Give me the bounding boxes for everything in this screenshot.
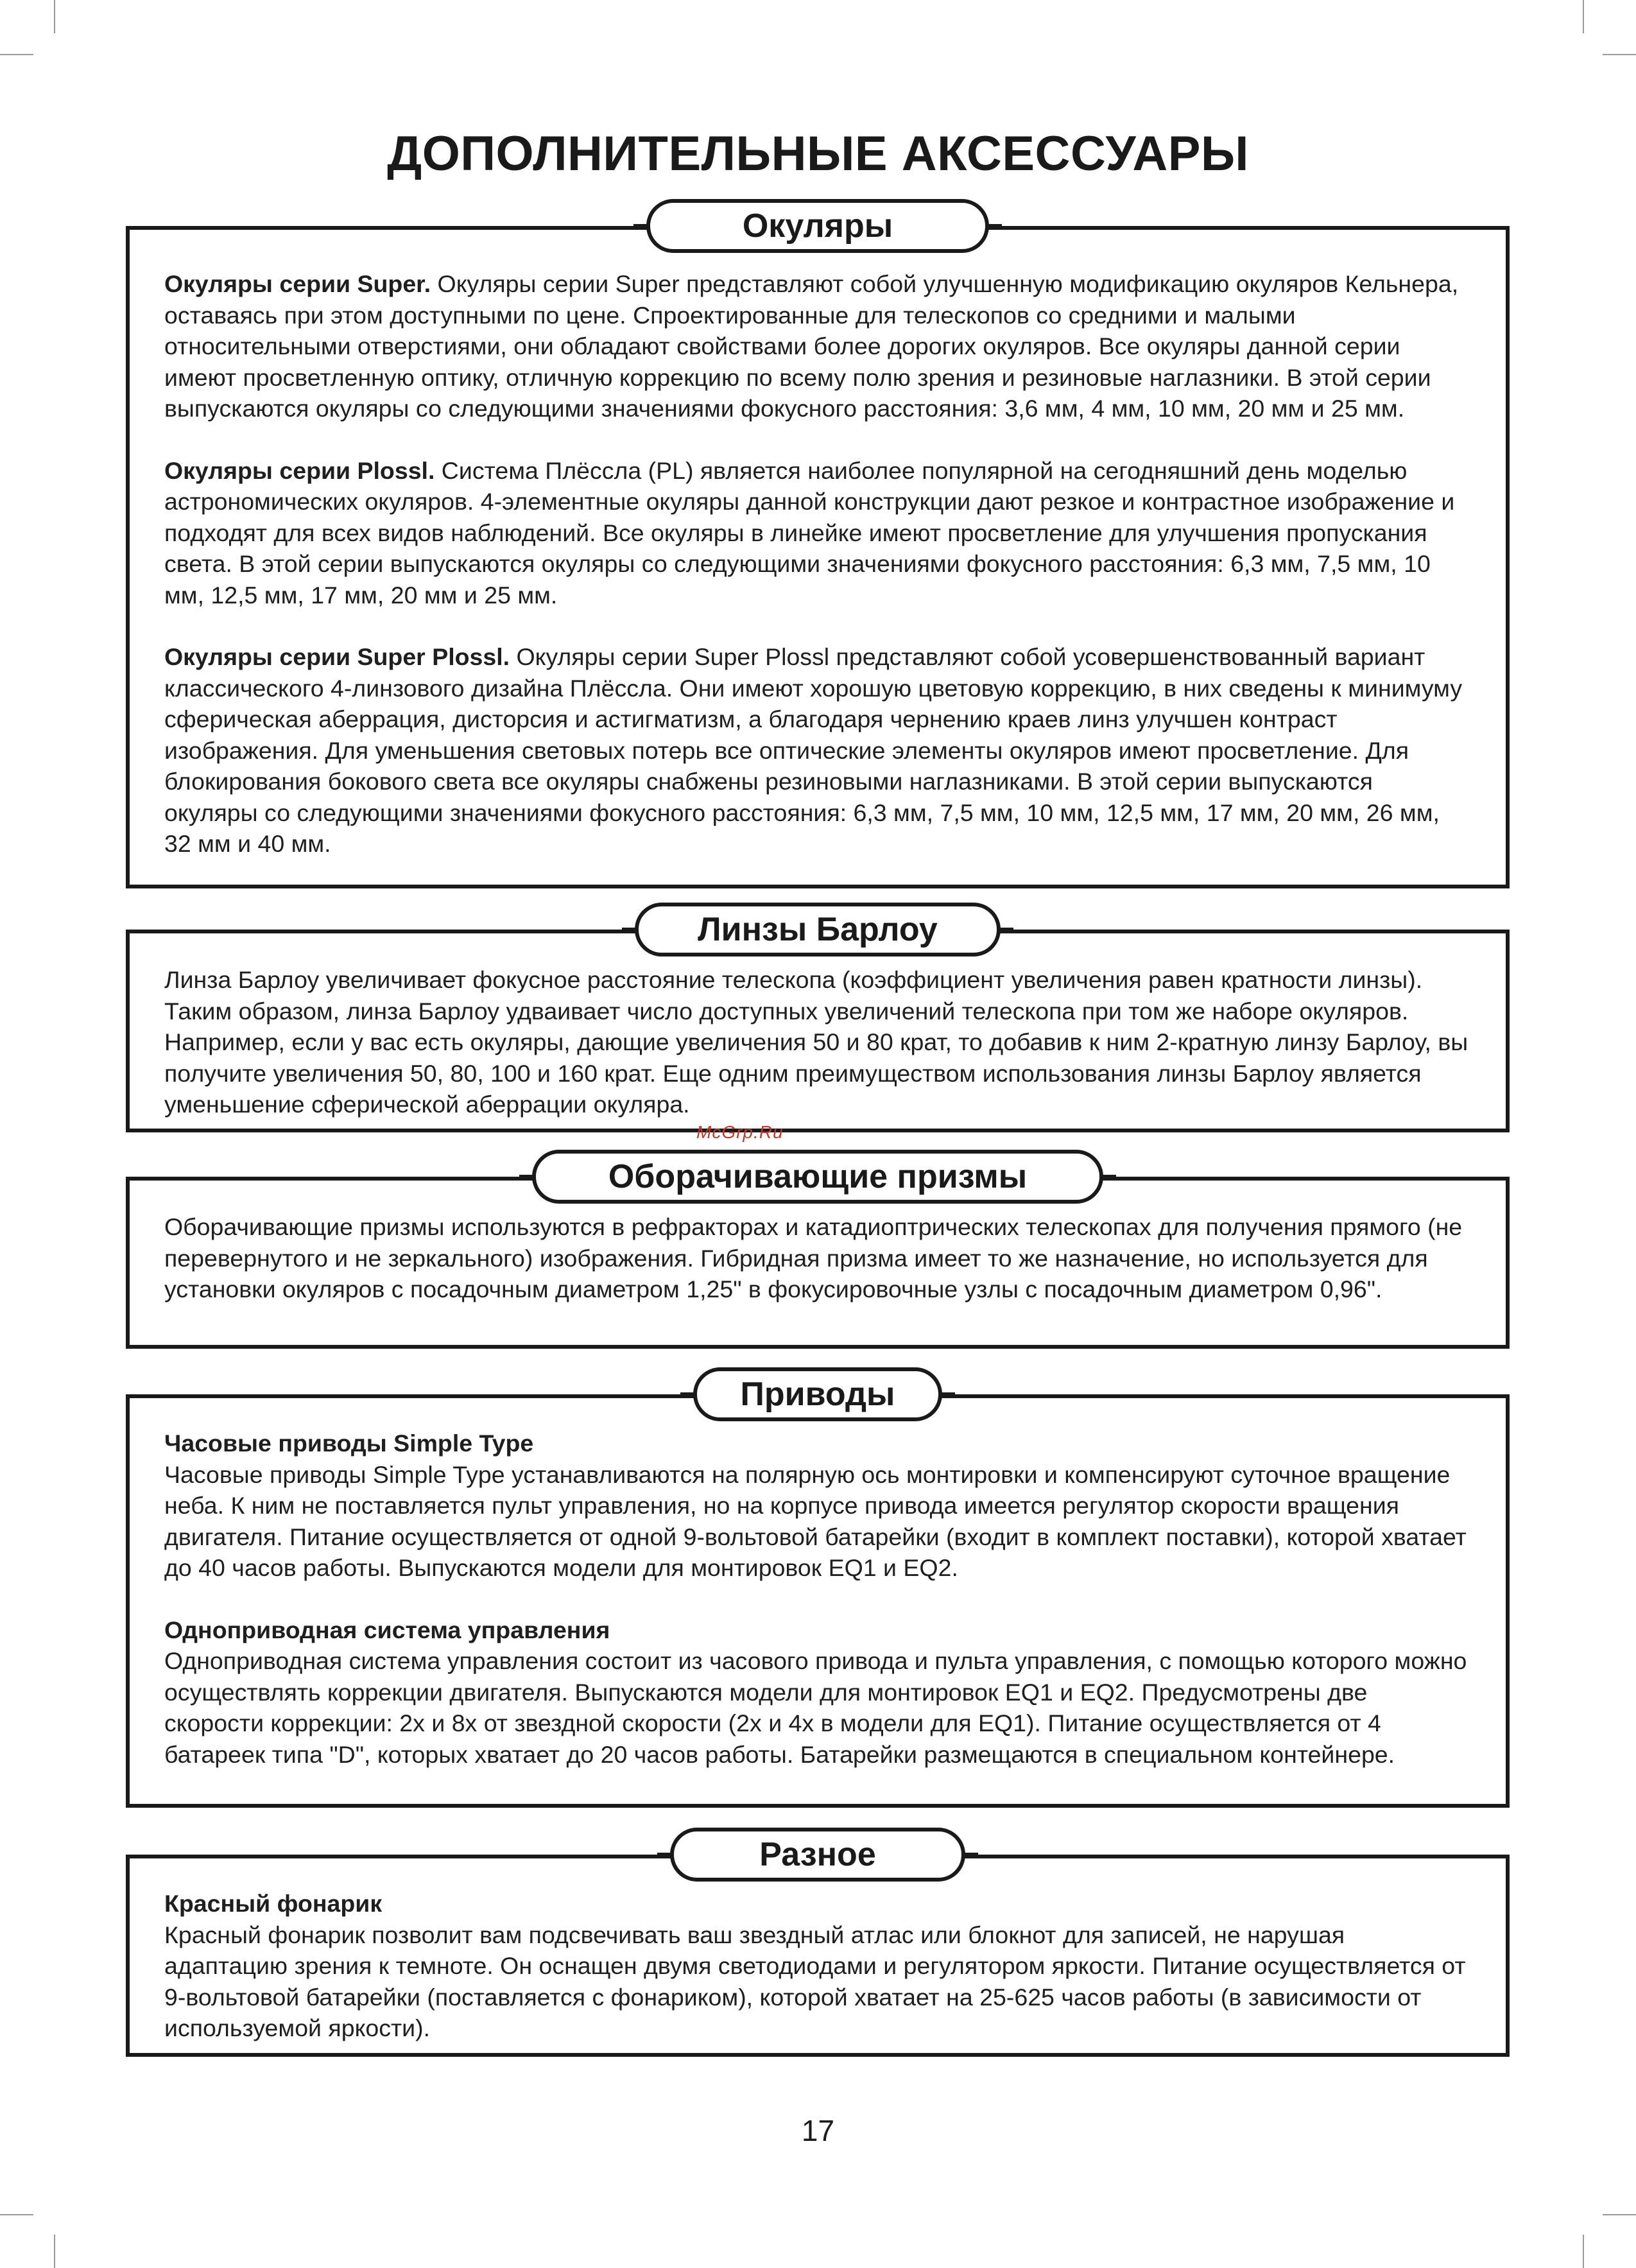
subhead-simple-drive: Часовые приводы Simple Type xyxy=(164,1430,534,1457)
lead-plossl: Окуляры серии Plossl. xyxy=(164,456,435,484)
section-body-drives xyxy=(164,1428,1471,1770)
crop-mark xyxy=(1583,0,1584,33)
crop-mark xyxy=(1603,54,1636,55)
crop-mark xyxy=(1603,2214,1636,2215)
section-body-misc xyxy=(164,1888,1471,2044)
paragraph-plossl xyxy=(164,455,1471,611)
section-prisms xyxy=(126,1158,1510,1349)
crop-mark xyxy=(1583,2235,1584,2268)
page-title: ДОПОЛНИТЕЛЬНЫЕ АКСЕССУАРЫ xyxy=(387,126,1249,181)
section-misc xyxy=(126,1836,1510,2057)
text-simple-drive: Часовые приводы Simple Type устанавливаются на полярную ось монтировки и компенсируют суточное вращение неба. К ним не поставляется пульт управления, но на корпусе привода имеется регулятор скорости вращения двигателя. Питание осуществляется от одной 9-вольтовой батарейки (входит в комплект поставки), которой хватает до 40 часов работы. Выпускаются модели для монтировок EQ1 и EQ2. xyxy=(164,1460,1467,1581)
text-super: Окуляры серии Super представляют собой улучшенную модификацию окуляров Кельнера, оставаясь при этом доступными по цене. Спроектированные для телескопов со средними и малыми относительными отверстиями, они обладают свойствами более дорогих окуляров. Все окуляры данной серии имеют просветленную оптику, отличную коррекцию по всему полю зрения и резиновые наглазники. В этой серии выпускаются окуляры со следующими значениями фокусного расстояния: 3,6 мм, 4 мм, 10 мм, 20 мм и 25 мм. xyxy=(164,270,1459,422)
text-single-drive: Одноприводная система управления состоит из часового привода и пульта управления, с помощью которого можно осуществлять коррекции двигателя. Выпускаются модели для монтировок EQ1 и EQ2. Предусмотрены две скорости коррекции: 2х и 8х от звездной скорости (2х и 4х в модели для EQ1). Питание осуществляется от 4 батареек типа "D", которых хватает до 20 часов работы. Батарейки размещаются в специальном контейнере. xyxy=(164,1647,1467,1768)
section-header-prisms: Оборачивающие призмы xyxy=(532,1150,1103,1204)
section-eyepieces xyxy=(126,207,1510,888)
paragraph-simple-drive xyxy=(164,1428,1471,1584)
lead-super: Окуляры серии Super. xyxy=(164,270,431,297)
subhead-flashlight: Красный фонарик xyxy=(164,1890,383,1917)
section-header-eyepieces: Окуляры xyxy=(646,199,989,253)
crop-mark xyxy=(54,2235,55,2268)
text-flashlight: Красный фонарик позволит вам подсвечивать ваш звездный атлас или блокнот для записей, не нарушая адаптацию зрения к темноте. Он оснащен двумя светодиодами и регулятором яркости. Питание осуществляется от 9-вольтовой батарейки (поставляется с фонариком), которой хватает на 25-625 часов работы (в зависимости от используемой яркости). xyxy=(164,1921,1466,2041)
text-super-plossl: Окуляры серии Super Plossl представляют собой усовершенствованный вариант классического 4-линзового дизайна Плёссла. Они имеют хорошую цветовую коррекцию, в них сведены к минимуму сферическая аберрация, дисторсия и астигматизм, а благодаря чернению краев линз улучшен контраст изображения. Для уменьшения световых потерь все оптические элементы окуляров имеют просветление. Для блокирования бокового света все окуляры снабжены резиновыми наглазниками. В этой серии выпускаются окуляры со следующими значениями фокусного расстояния: 6,3 мм, 7,5 мм, 10 мм, 12,5 мм, 17 мм, 20 мм, 26 мм, 32 мм и 40 мм. xyxy=(164,643,1463,857)
paragraph-flashlight xyxy=(164,1888,1471,2044)
section-body-barlow xyxy=(164,964,1471,1120)
lead-super-plossl: Окуляры серии Super Plossl. xyxy=(164,643,510,670)
paragraph-super xyxy=(164,268,1471,424)
section-barlow xyxy=(126,911,1510,1132)
text-plossl: Система Плёссла (PL) является наиболее популярной на сегодняшний день моделью астрономических окуляров. 4-элементные окуляры данной конструкции дают резкое и контрастное изображение и подходят для всех видов наблюдений. Все окуляры в линейке имеют просветление для улучшения пропускания света. В этой серии выпускаются окуляры со следующими значениями фокусного расстояния: 6,3 мм, 7,5 мм, 10 мм, 12,5 мм, 17 мм, 20 мм и 25 мм. xyxy=(164,456,1455,609)
paragraph-barlow: Линза Барлоу увеличивает фокусное расстояние телескопа (коэффициент увеличения равен кратности линзы). Таким образом, линза Барлоу удваивает число доступных увеличений телескопа при том же наборе окуляров. Например, если у вас есть окуляры, дающие увеличения 50 и 80 крат, то добавив к ним 2-кратную линзу Барлоу, вы получите увеличения 50, 80, 100 и 160 крат. Еще одним преимуществом использования линзы Барлоу является уменьшение сферической аберрации окуляра. xyxy=(164,966,1468,1118)
section-header-barlow: Линзы Барлоу xyxy=(635,903,1001,957)
section-body-prisms xyxy=(164,1211,1471,1305)
paragraph-single-drive xyxy=(164,1614,1471,1770)
crop-mark xyxy=(54,0,55,33)
crop-mark xyxy=(0,2214,33,2215)
paragraph-prisms: Оборачивающие призмы используются в рефракторах и катадиоптрических телескопах для получения прямого (не перевернутого и не зеркального) изображения. Гибридная призма имеет то же назначение, но используется для установки окуляров с посадочным диаметром 1,25" в фокусировочные узлы с посадочным диаметром 0,96". xyxy=(164,1213,1463,1303)
section-header-misc: Разное xyxy=(670,1828,965,1882)
paragraph-super-plossl xyxy=(164,641,1471,860)
section-header-drives: Приводы xyxy=(693,1367,942,1421)
section-body-eyepieces xyxy=(164,268,1471,860)
watermark: McGrp.Ru xyxy=(696,1122,784,1142)
crop-mark xyxy=(0,54,33,55)
section-drives xyxy=(126,1376,1510,1808)
subhead-single-drive: Одноприводная система управления xyxy=(164,1616,610,1643)
page-number: 17 xyxy=(801,2114,835,2147)
